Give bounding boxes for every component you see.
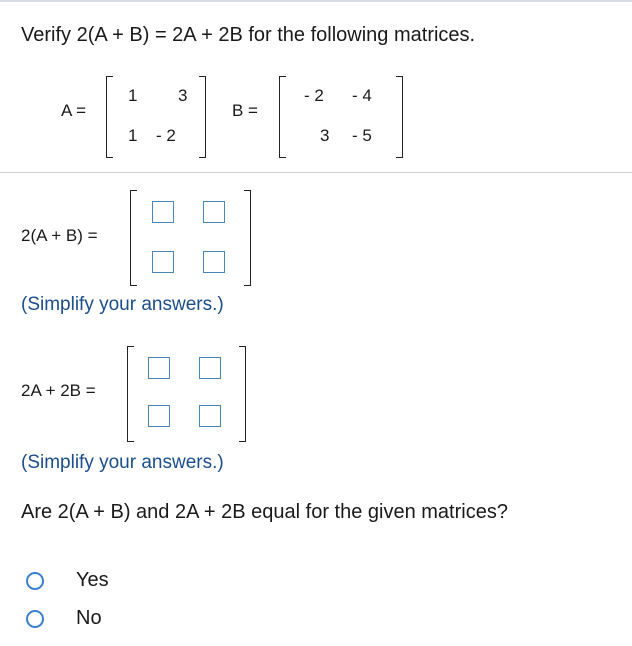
answer-2-cell-input[interactable] [148, 405, 170, 427]
answer-1-right-bracket [244, 190, 251, 286]
matrix-b-left-bracket [279, 76, 286, 158]
matrix-b-right-bracket [396, 76, 403, 158]
answer-1-cell-input[interactable] [203, 251, 225, 273]
radio-no[interactable] [26, 610, 44, 628]
matrix-b-cell: - 2 [304, 86, 324, 105]
equality-question: Are 2(A + B) and 2A + 2B equal for the given matrices? [21, 501, 508, 523]
option-no-label[interactable]: No [76, 607, 102, 629]
answer-1-label: 2(A + B) = [21, 226, 98, 245]
matrix-b-label: B = [232, 101, 258, 120]
answer-1-cell-input[interactable] [152, 201, 174, 223]
matrix-b-cell: - 5 [352, 126, 372, 145]
question-title: Verify 2(A + B) = 2A + 2B for the following matrices. [21, 24, 476, 46]
answer-1-cell-input[interactable] [152, 251, 174, 273]
matrix-a-left-bracket [106, 76, 113, 158]
answer-2-cell-input[interactable] [199, 357, 221, 379]
matrix-b-cell: 3 [320, 126, 330, 145]
simplify-note-1: (Simplify your answers.) [21, 294, 224, 315]
answer-2-right-bracket [239, 346, 246, 442]
radio-yes[interactable] [26, 572, 44, 590]
matrix-a-cell: 3 [178, 86, 188, 105]
answer-1-left-bracket [130, 190, 137, 286]
matrix-a-cell: 1 [128, 126, 138, 145]
matrix-a-label: A = [61, 101, 87, 120]
answer-2-cell-input[interactable] [148, 357, 170, 379]
answer-2-left-bracket [127, 346, 134, 442]
matrix-a-right-bracket [199, 76, 206, 158]
matrix-a-cell: 1 [128, 86, 138, 105]
section-divider [0, 172, 632, 173]
answer-1-cell-input[interactable] [203, 201, 225, 223]
answer-2-label: 2A + 2B = [21, 381, 96, 400]
top-border [0, 0, 632, 2]
matrix-b-cell: - 4 [352, 86, 372, 105]
option-yes-label[interactable]: Yes [76, 569, 109, 591]
matrix-a-cell: - 2 [156, 126, 176, 145]
answer-2-cell-input[interactable] [199, 405, 221, 427]
simplify-note-2: (Simplify your answers.) [21, 452, 224, 473]
